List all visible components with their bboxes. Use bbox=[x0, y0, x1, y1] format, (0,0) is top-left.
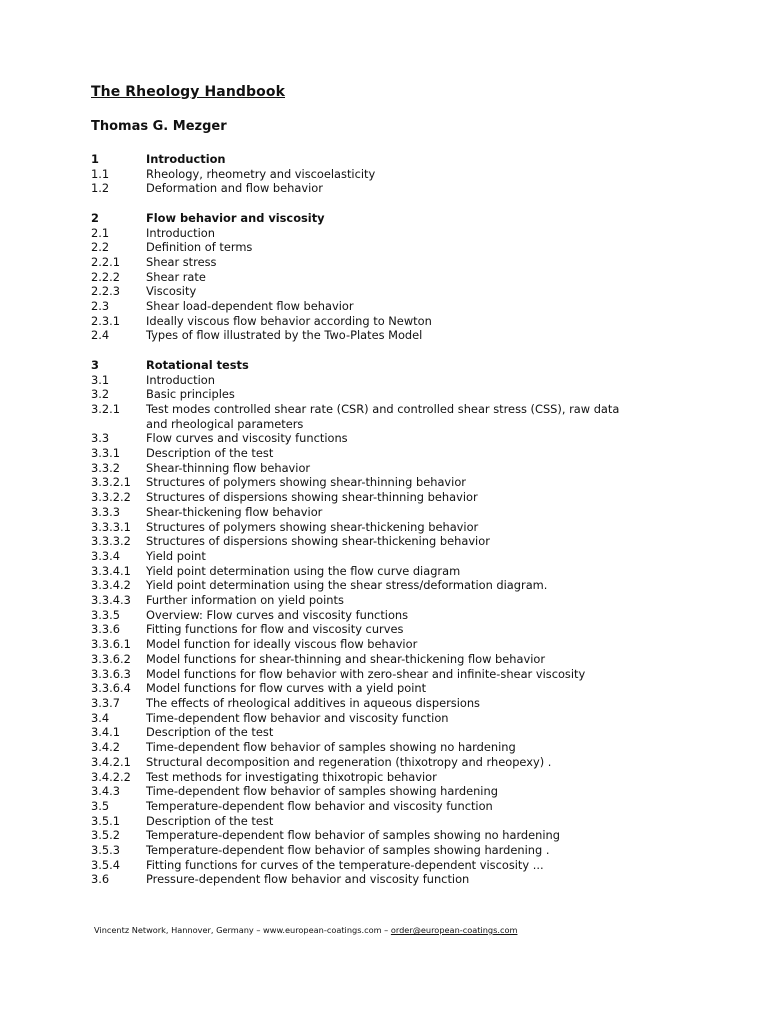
toc-entry-number bbox=[91, 417, 146, 432]
toc-entry-number: 3.3.6 bbox=[91, 622, 120, 637]
toc-entry-title: Fitting functions for curves of the temperature-dependent viscosity ... bbox=[146, 857, 544, 872]
toc-entry-title: Time-dependent flow behavior of samples showing hardening bbox=[146, 784, 498, 799]
toc-entry-title: Model functions for shear-thinning and shear-thickening flow behavior bbox=[146, 651, 546, 666]
toc-entry bbox=[91, 784, 691, 799]
toc-entry-title: Overview: Flow curves and viscosity functions bbox=[146, 607, 409, 622]
toc-entry bbox=[91, 446, 691, 461]
toc-entry-number: 3.4.2.2 bbox=[91, 769, 131, 784]
toc-entry-title: Deformation and flow behavior bbox=[146, 181, 323, 196]
toc-entry-number: 2.1 bbox=[91, 225, 110, 240]
toc-entry bbox=[91, 696, 691, 711]
toc-entry-number: 3.3.2.1 bbox=[91, 475, 131, 490]
toc-entry bbox=[91, 328, 691, 343]
toc-entry-number: 2 bbox=[91, 210, 99, 225]
toc-entry-number: 2.2.1 bbox=[91, 254, 120, 269]
toc-entry bbox=[91, 167, 691, 182]
footer-text: Vincentz Network, Hannover, Germany – www.european-coatings.com – bbox=[94, 925, 391, 935]
toc-entry-number: 3.1 bbox=[91, 372, 110, 387]
toc-entry-number: 2.3.1 bbox=[91, 313, 120, 328]
toc-entry-title: Yield point determination using the flow curve diagram bbox=[146, 563, 461, 578]
toc-entry bbox=[91, 475, 691, 490]
toc-chapter-heading bbox=[91, 211, 691, 226]
toc-entry-number: 3.2.1 bbox=[91, 401, 120, 416]
toc-entry bbox=[91, 622, 691, 637]
toc-entry-title: Further information on yield points bbox=[146, 593, 344, 608]
toc-entry-title: Shear stress bbox=[146, 254, 217, 269]
toc-entry-title: Temperature-dependent flow behavior of samples showing no hardening bbox=[146, 828, 561, 843]
toc-entry-number: 3.3.4.3 bbox=[91, 593, 131, 608]
toc-entry-number: 3.5.2 bbox=[91, 828, 120, 843]
toc-entry-number: 3.3.3 bbox=[91, 504, 120, 519]
toc-entry-title: The effects of rheological additives in aqueous dispersions bbox=[146, 695, 480, 710]
table-of-contents bbox=[91, 152, 691, 887]
toc-entry-title: Model functions for flow curves with a yield point bbox=[146, 681, 427, 696]
toc-entry bbox=[91, 431, 691, 446]
toc-entry-number: 3.3.4 bbox=[91, 548, 120, 563]
toc-entry bbox=[91, 417, 691, 432]
toc-entry-number: 3.3.6.2 bbox=[91, 651, 131, 666]
document-title: The Rheology Handbook bbox=[91, 84, 286, 100]
toc-entry-title: Rotational tests bbox=[146, 357, 249, 372]
toc-entry-title: Yield point determination using the shear stress/deformation diagram. bbox=[146, 578, 548, 593]
toc-entry-number: 2.3 bbox=[91, 299, 110, 314]
toc-entry-number: 3.3.6.3 bbox=[91, 666, 131, 681]
toc-entry bbox=[91, 402, 691, 417]
toc-entry bbox=[91, 740, 691, 755]
toc-entry-title: Introduction bbox=[146, 225, 215, 240]
toc-entry-title: Flow curves and viscosity functions bbox=[146, 431, 348, 446]
toc-entry-number: 3.3.6.1 bbox=[91, 637, 131, 652]
toc-entry-title: Model functions for flow behavior with zero-shear and infinite-shear viscosity bbox=[146, 666, 586, 681]
page-footer bbox=[94, 925, 517, 935]
toc-entry-title: Model function for ideally viscous flow behavior bbox=[146, 637, 418, 652]
toc-entry-title: Pressure-dependent flow behavior and viscosity function bbox=[146, 872, 470, 887]
toc-entry-number: 2.2.3 bbox=[91, 284, 120, 299]
toc-entry bbox=[91, 240, 691, 255]
toc-entry-title: Temperature-dependent flow behavior of samples showing hardening . bbox=[146, 843, 550, 858]
toc-entry bbox=[91, 608, 691, 623]
toc-entry-number: 1.1 bbox=[91, 166, 110, 181]
toc-entry-title: Structural decomposition and regeneration (thixotropy and rheopexy) . bbox=[146, 754, 552, 769]
toc-entry bbox=[91, 387, 691, 402]
toc-entry-title: Ideally viscous flow behavior according to Newton bbox=[146, 313, 432, 328]
toc-entry bbox=[91, 299, 691, 314]
toc-entry-title: Test modes controlled shear rate (CSR) and controlled shear stress (CSS), raw data bbox=[146, 401, 620, 416]
toc-entry-number: 3.4.2.1 bbox=[91, 754, 131, 769]
toc-entry bbox=[91, 578, 691, 593]
toc-entry bbox=[91, 505, 691, 520]
toc-entry bbox=[91, 314, 691, 329]
toc-entry-number: 3.6 bbox=[91, 872, 110, 887]
toc-entry-number: 1.2 bbox=[91, 181, 110, 196]
toc-entry bbox=[91, 270, 691, 285]
toc-entry-title: Rheology, rheometry and viscoelasticity bbox=[146, 166, 376, 181]
toc-entry-title: and rheological parameters bbox=[146, 416, 304, 431]
toc-entry-title: Description of the test bbox=[146, 725, 274, 740]
toc-entry-title: Fitting functions for flow and viscosity curves bbox=[146, 622, 404, 637]
toc-entry bbox=[91, 814, 691, 829]
toc-entry-title: Temperature-dependent flow behavior and viscosity function bbox=[146, 798, 493, 813]
toc-entry-number: 3.3.4.1 bbox=[91, 563, 131, 578]
toc-entry bbox=[91, 872, 691, 887]
toc-entry bbox=[91, 681, 691, 696]
toc-entry-number: 3.5.3 bbox=[91, 843, 120, 858]
toc-entry-number: 3.3.1 bbox=[91, 446, 120, 461]
toc-spacer bbox=[91, 196, 691, 211]
toc-entry-title: Types of flow illustrated by the Two-Plates Model bbox=[146, 328, 423, 343]
toc-entry bbox=[91, 461, 691, 476]
toc-entry-title: Shear-thickening flow behavior bbox=[146, 504, 323, 519]
toc-entry-number: 3.3.3.2 bbox=[91, 534, 131, 549]
toc-entry-number: 3.2 bbox=[91, 387, 110, 402]
toc-entry-title: Flow behavior and viscosity bbox=[146, 210, 325, 225]
toc-entry bbox=[91, 490, 691, 505]
toc-entry-number: 1 bbox=[91, 152, 99, 166]
toc-chapter-heading bbox=[91, 152, 691, 167]
toc-entry bbox=[91, 725, 691, 740]
toc-entry-number: 3 bbox=[91, 357, 99, 372]
toc-entry-number: 2.2 bbox=[91, 240, 110, 255]
toc-entry bbox=[91, 284, 691, 299]
toc-entry-number: 3.3.4.2 bbox=[91, 578, 131, 593]
toc-entry bbox=[91, 843, 691, 858]
toc-entry bbox=[91, 549, 691, 564]
toc-entry-number: 3.5.4 bbox=[91, 857, 120, 872]
toc-entry-number: 3.3.2.2 bbox=[91, 490, 131, 505]
toc-entry bbox=[91, 667, 691, 682]
toc-entry-title: Yield point bbox=[146, 548, 206, 563]
toc-entry-title: Introduction bbox=[146, 372, 215, 387]
toc-entry-number: 3.3.3.1 bbox=[91, 519, 131, 534]
toc-entry bbox=[91, 799, 691, 814]
toc-entry bbox=[91, 828, 691, 843]
toc-entry-title: Time-dependent flow behavior and viscosity function bbox=[146, 710, 449, 725]
toc-entry bbox=[91, 652, 691, 667]
toc-entry-title: Structures of dispersions showing shear-thickening behavior bbox=[146, 534, 490, 549]
toc-entry-title: Time-dependent flow behavior of samples showing no hardening bbox=[146, 740, 516, 755]
toc-entry-number: 2.4 bbox=[91, 328, 110, 343]
toc-entry-number: 3.4.3 bbox=[91, 784, 120, 799]
toc-entry-number: 3.3.6.4 bbox=[91, 681, 131, 696]
toc-entry bbox=[91, 181, 691, 196]
toc-entry bbox=[91, 534, 691, 549]
toc-entry bbox=[91, 755, 691, 770]
toc-entry bbox=[91, 373, 691, 388]
toc-entry-title: Definition of terms bbox=[146, 240, 253, 255]
toc-entry-title: Structures of polymers showing shear-thickening behavior bbox=[146, 519, 479, 534]
toc-entry-title: Structures of polymers showing shear-thinning behavior bbox=[146, 475, 466, 490]
toc-entry bbox=[91, 593, 691, 608]
toc-entry-number: 3.5.1 bbox=[91, 813, 120, 828]
toc-chapter-heading bbox=[91, 358, 691, 373]
toc-entry-number: 3.3 bbox=[91, 431, 110, 446]
toc-entry-number: 3.4.2 bbox=[91, 740, 120, 755]
toc-entry bbox=[91, 770, 691, 785]
toc-entry-title: Shear-thinning flow behavior bbox=[146, 460, 311, 475]
toc-entry-title: Introduction bbox=[146, 152, 226, 166]
toc-entry-title: Description of the test bbox=[146, 446, 274, 461]
toc-entry-number: 2.2.2 bbox=[91, 269, 120, 284]
toc-entry-number: 3.3.7 bbox=[91, 695, 120, 710]
toc-entry-number: 3.4 bbox=[91, 710, 110, 725]
toc-entry-title: Description of the test bbox=[146, 813, 274, 828]
toc-entry-title: Viscosity bbox=[146, 284, 197, 299]
toc-entry-number: 3.3.5 bbox=[91, 607, 120, 622]
toc-entry bbox=[91, 255, 691, 270]
toc-entry bbox=[91, 637, 691, 652]
toc-entry bbox=[91, 858, 691, 873]
author-name: Thomas G. Mezger bbox=[91, 119, 227, 134]
toc-entry bbox=[91, 711, 691, 726]
toc-entry-title: Structures of dispersions showing shear-thinning behavior bbox=[146, 490, 478, 505]
toc-spacer bbox=[91, 343, 691, 358]
toc-entry-title: Shear rate bbox=[146, 269, 206, 284]
order-email-link[interactable]: order@european-coatings.com bbox=[390, 925, 518, 935]
toc-entry-title: Test methods for investigating thixotropic behavior bbox=[146, 769, 437, 784]
toc-entry-number: 3.5 bbox=[91, 798, 110, 813]
toc-entry bbox=[91, 564, 691, 579]
toc-entry-title: Basic principles bbox=[146, 387, 235, 402]
toc-entry bbox=[91, 520, 691, 535]
toc-entry-title: Shear load-dependent flow behavior bbox=[146, 299, 354, 314]
toc-entry-number: 3.4.1 bbox=[91, 725, 120, 740]
toc-entry bbox=[91, 226, 691, 241]
toc-entry-number: 3.3.2 bbox=[91, 460, 120, 475]
